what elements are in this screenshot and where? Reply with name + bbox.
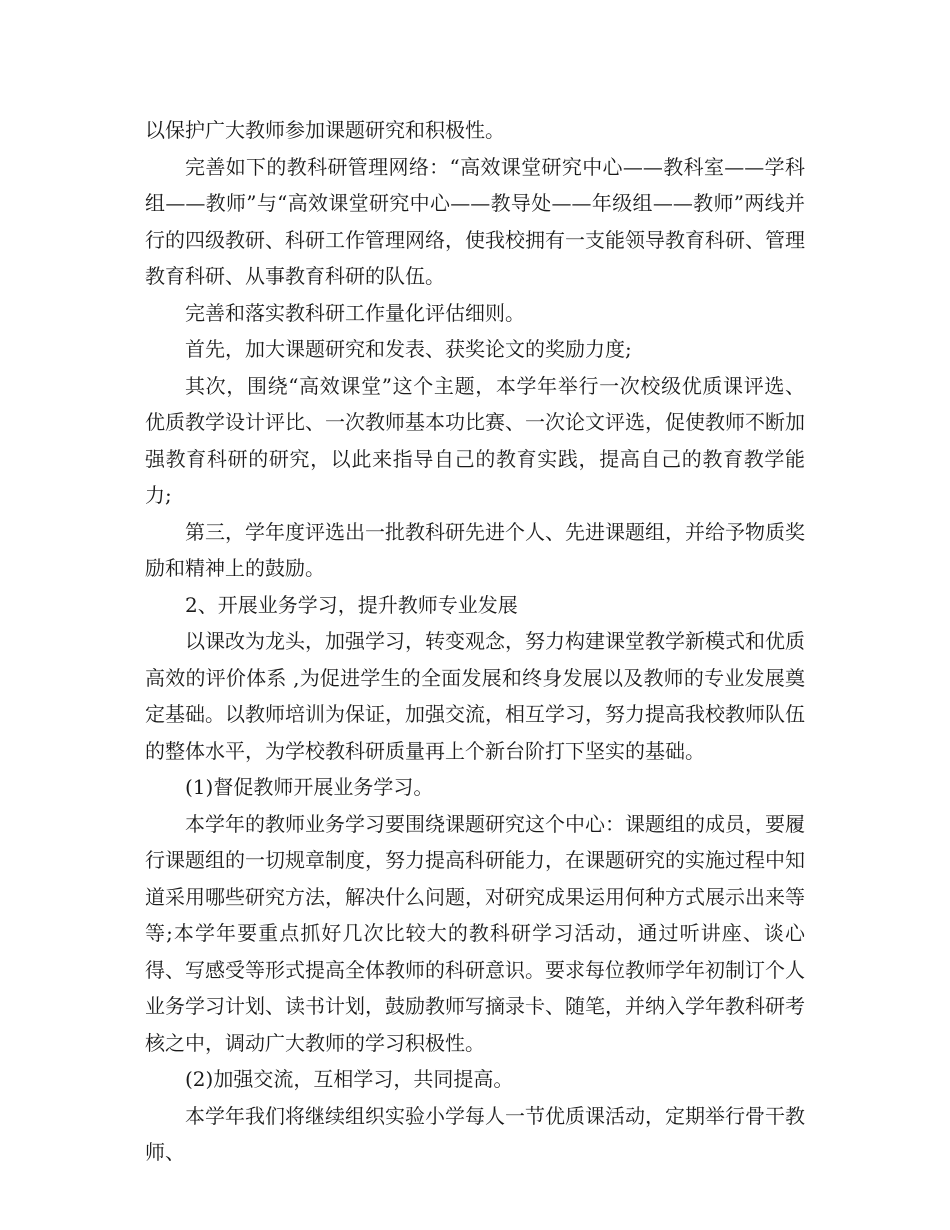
paragraph-10: 本学年的教师业务学习要围绕课题研究这个中心：课题组的成员，要履行课题组的一切规章制度，努力提高科研能力，在课题研究的实施过程中知道采用哪些研究方法，解决什么问题，对研究成果运用何种方式展示出来等等;本学年要重点抓好几次比较大的教科研学习活动，通过听讲座、谈心得、写感受等形式提高全体教师的科研意识。要求每位教师学年初制订个人业务学习计划、读书计划，鼓励教师写摘录卡、随笔，并纳入学年教科研考核之中，调动广大教师的学习积极性。 [145, 811, 805, 1055]
document-body [145, 112, 805, 1171]
subheading-2: (2)加强交流，互相学习，共同提高。 [185, 1067, 514, 1091]
paragraph-2: 完善如下的教科研管理网络：“高效课堂研究中心——教科室——学科组——教师”与“高效课堂研究中心——教导处——年级组——教师”两线并行的四级教研、科研工作管理网络，使我校拥有一支能领导教育科研、管理教育科研、从事教育科研的队伍。 [145, 154, 805, 288]
paragraph-12: 本学年我们将继续组织实验小学每人一节优质课活动，定期举行骨干教师、 [145, 1103, 805, 1164]
paragraph-8: 以课改为龙头，加强学习，转变观念，努力构建课堂教学新模式和优质高效的评价体系 ,为促进学生的全面发展和终身发展以及教师的专业发展奠定基础。以教师培训为保证，加强交流，相互学习，努力提高我校教师队伍的整体水平，为学校教科研质量再上个新台阶打下坚实的基础。 [145, 629, 805, 763]
section-heading-2: 2、开展业务学习，提升教师专业发展 [185, 592, 518, 617]
subheading-1: (1)督促教师开展业务学习。 [185, 775, 434, 799]
paragraph-4: 首先，加大课题研究和发表、获奖论文的奖励力度; [185, 337, 632, 361]
paragraph-5: 其次，围绕“高效课堂”这个主题，本学年举行一次校级优质课评选、优质教学设计评比、一次教师基本功比赛、一次论文评选，促使教师不断加强教育科研的研究，以此来指导自己的教育实践，提高自己的教育教学能力; [145, 373, 805, 507]
paragraph-3: 完善和落实教科研工作量化评估细则。 [185, 300, 525, 325]
paragraph-1: 以保护广大教师参加课题研究和积极性。 [145, 118, 505, 142]
paragraph-6: 第三，学年度评选出一批教科研先进个人、先进课题组，并给予物质奖励和精神上的鼓励。 [145, 519, 805, 580]
